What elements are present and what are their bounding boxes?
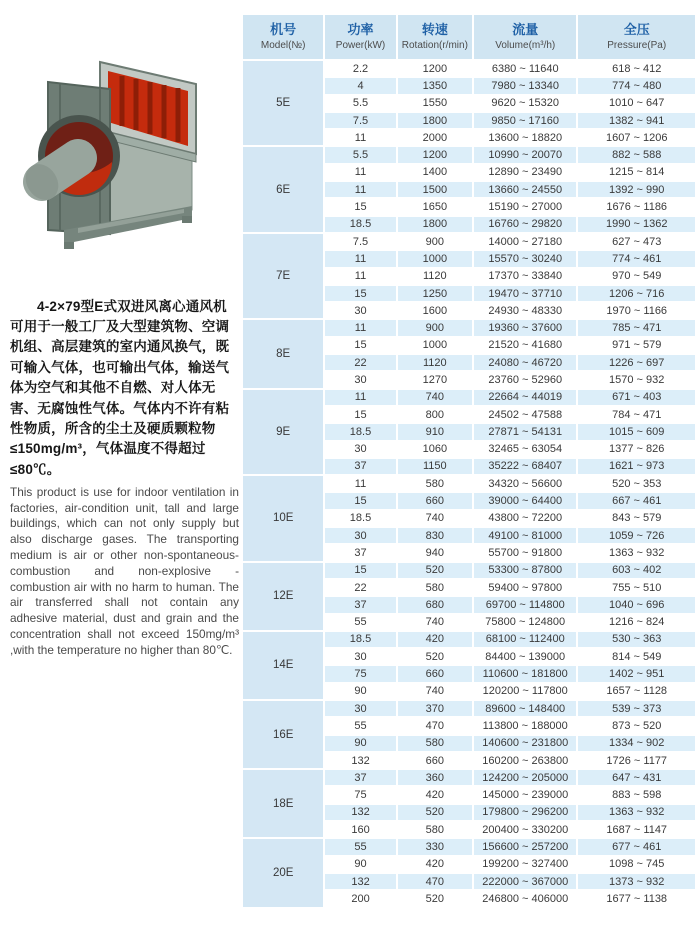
fan-photo [22, 52, 230, 274]
data-cell: 1060 [398, 442, 472, 457]
data-cell: 90 [325, 857, 395, 872]
data-cell: 124200 ~ 205000 [474, 770, 576, 785]
data-cell: 873 ~ 520 [578, 718, 695, 733]
data-cell: 22 [325, 580, 395, 595]
data-cell: 677 ~ 461 [578, 839, 695, 854]
data-cell: 680 [398, 597, 472, 612]
table-row [243, 320, 695, 335]
data-cell: 15 [325, 338, 395, 353]
data-cell: 69700 ~ 114800 [474, 597, 576, 612]
data-cell: 12890 ~ 23490 [474, 165, 576, 180]
data-cell: 580 [398, 736, 472, 751]
data-cell: 32465 ~ 63054 [474, 442, 576, 457]
data-cell: 667 ~ 461 [578, 493, 695, 508]
data-cell: 55700 ~ 91800 [474, 545, 576, 560]
data-cell: 1990 ~ 1362 [578, 217, 695, 232]
data-cell: 24930 ~ 48330 [474, 303, 576, 318]
data-cell: 55 [325, 718, 395, 733]
data-cell: 39000 ~ 64400 [474, 493, 576, 508]
data-cell: 16760 ~ 29820 [474, 217, 576, 232]
data-cell: 27871 ~ 54131 [474, 424, 576, 439]
data-cell: 200 [325, 891, 395, 906]
data-cell: 1200 [398, 61, 472, 76]
data-cell: 75800 ~ 124800 [474, 615, 576, 630]
data-cell: 1382 ~ 941 [578, 113, 695, 128]
data-cell: 13660 ~ 24550 [474, 182, 576, 197]
data-cell: 89600 ~ 148400 [474, 701, 576, 716]
data-cell: 1200 [398, 147, 472, 162]
data-cell: 740 [398, 511, 472, 526]
data-cell: 470 [398, 874, 472, 889]
data-cell: 21520 ~ 41680 [474, 338, 576, 353]
data-cell: 43800 ~ 72200 [474, 511, 576, 526]
data-cell: 14000 ~ 27180 [474, 234, 576, 249]
model-cell: 6E [243, 147, 323, 231]
model-cell: 18E [243, 770, 323, 837]
data-cell: 2.2 [325, 61, 395, 76]
model-cell: 14E [243, 632, 323, 699]
data-cell: 774 ~ 480 [578, 78, 695, 93]
data-cell: 23760 ~ 52960 [474, 372, 576, 387]
data-cell: 22664 ~ 44019 [474, 390, 576, 405]
data-cell: 6380 ~ 11640 [474, 61, 576, 76]
data-cell: 37 [325, 459, 395, 474]
data-cell: 90 [325, 684, 395, 699]
data-cell: 1334 ~ 902 [578, 736, 695, 751]
data-cell: 1800 [398, 113, 472, 128]
data-cell: 1800 [398, 217, 472, 232]
data-cell: 420 [398, 857, 472, 872]
data-cell: 1650 [398, 199, 472, 214]
data-cell: 580 [398, 822, 472, 837]
data-cell: 1098 ~ 745 [578, 857, 695, 872]
data-cell: 30 [325, 701, 395, 716]
data-cell: 420 [398, 787, 472, 802]
col-header: 功率 Power(kW) [325, 15, 395, 59]
data-cell: 11 [325, 320, 395, 335]
data-cell: 843 ~ 579 [578, 511, 695, 526]
model-cell: 7E [243, 234, 323, 318]
table-row [243, 632, 695, 647]
data-cell: 15 [325, 286, 395, 301]
data-cell: 10990 ~ 20070 [474, 147, 576, 162]
data-cell: 1970 ~ 1166 [578, 303, 695, 318]
data-cell: 37 [325, 597, 395, 612]
fan-illustration [22, 52, 230, 274]
data-cell: 15190 ~ 27000 [474, 199, 576, 214]
data-cell: 1676 ~ 1186 [578, 199, 695, 214]
data-cell: 1000 [398, 251, 472, 266]
intro-paragraph-en: This product is use for indoor ventilation in factories, air-condition unit, tall and large buildings, which can not only supply but also discharge gases. The transporting medium is air or other non-spontaneous-combustion and non-explosive - combustion air with no harm to human. The air transferred shall not contain any adhesive material, dust and grain and the concentration shall not exceed 150mg/m³ ,with the temperature no higher than 80℃. [10, 484, 239, 657]
data-cell: 1270 [398, 372, 472, 387]
data-cell: 1570 ~ 932 [578, 372, 695, 387]
data-cell: 1015 ~ 609 [578, 424, 695, 439]
data-cell: 24080 ~ 46720 [474, 355, 576, 370]
data-cell: 7.5 [325, 234, 395, 249]
model-cell: 9E [243, 390, 323, 474]
data-cell: 11 [325, 269, 395, 284]
data-cell: 18.5 [325, 632, 395, 647]
data-cell: 520 [398, 563, 472, 578]
data-cell: 940 [398, 545, 472, 560]
data-cell: 1215 ~ 814 [578, 165, 695, 180]
data-cell: 156600 ~ 257200 [474, 839, 576, 854]
data-cell: 55 [325, 839, 395, 854]
data-cell: 800 [398, 407, 472, 422]
table-row [243, 147, 695, 162]
data-cell: 618 ~ 412 [578, 61, 695, 76]
data-cell: 19360 ~ 37600 [474, 320, 576, 335]
data-cell: 59400 ~ 97800 [474, 580, 576, 595]
data-cell: 755 ~ 510 [578, 580, 695, 595]
data-cell: 1621 ~ 973 [578, 459, 695, 474]
data-cell: 145000 ~ 239000 [474, 787, 576, 802]
data-cell: 1250 [398, 286, 472, 301]
data-cell: 971 ~ 579 [578, 338, 695, 353]
data-cell: 910 [398, 424, 472, 439]
data-cell: 120200 ~ 117800 [474, 684, 576, 699]
data-cell: 160200 ~ 263800 [474, 753, 576, 768]
data-cell: 520 [398, 891, 472, 906]
col-header: 流量 Volume(m³/h) [474, 15, 576, 59]
spec-table-header-row [243, 15, 695, 59]
data-cell: 9620 ~ 15320 [474, 96, 576, 111]
data-cell: 1677 ~ 1138 [578, 891, 695, 906]
data-cell: 883 ~ 598 [578, 787, 695, 802]
col-header: 机号 Model(№) [243, 15, 323, 59]
data-cell: 15 [325, 493, 395, 508]
model-cell: 12E [243, 563, 323, 630]
data-cell: 1400 [398, 165, 472, 180]
data-cell: 68100 ~ 112400 [474, 632, 576, 647]
data-cell: 5.5 [325, 96, 395, 111]
data-cell: 11 [325, 251, 395, 266]
table-row [243, 61, 695, 76]
data-cell: 1726 ~ 1177 [578, 753, 695, 768]
data-cell: 9850 ~ 17160 [474, 113, 576, 128]
data-cell: 360 [398, 770, 472, 785]
data-cell: 200400 ~ 330200 [474, 822, 576, 837]
table-row [243, 770, 695, 785]
data-cell: 2000 [398, 130, 472, 145]
data-cell: 49100 ~ 81000 [474, 528, 576, 543]
data-cell: 199200 ~ 327400 [474, 857, 576, 872]
data-cell: 113800 ~ 188000 [474, 718, 576, 733]
data-cell: 1600 [398, 303, 472, 318]
data-cell: 222000 ~ 367000 [474, 874, 576, 889]
data-cell: 830 [398, 528, 472, 543]
data-cell: 660 [398, 493, 472, 508]
data-cell: 520 [398, 649, 472, 664]
data-cell: 814 ~ 549 [578, 649, 695, 664]
data-cell: 37 [325, 770, 395, 785]
data-cell: 179800 ~ 296200 [474, 805, 576, 820]
data-cell: 580 [398, 580, 472, 595]
data-cell: 30 [325, 442, 395, 457]
data-cell: 1363 ~ 932 [578, 805, 695, 820]
col-header: 转速 Rotation(r/min) [398, 15, 472, 59]
data-cell: 370 [398, 701, 472, 716]
data-cell: 17370 ~ 33840 [474, 269, 576, 284]
data-cell: 774 ~ 461 [578, 251, 695, 266]
data-cell: 246800 ~ 406000 [474, 891, 576, 906]
data-cell: 1059 ~ 726 [578, 528, 695, 543]
data-cell: 55 [325, 615, 395, 630]
data-cell: 520 [398, 805, 472, 820]
data-cell: 740 [398, 615, 472, 630]
data-cell: 13600 ~ 18820 [474, 130, 576, 145]
data-cell: 90 [325, 736, 395, 751]
data-cell: 35222 ~ 68407 [474, 459, 576, 474]
data-cell: 30 [325, 372, 395, 387]
data-cell: 1150 [398, 459, 472, 474]
data-cell: 603 ~ 402 [578, 563, 695, 578]
data-cell: 30 [325, 303, 395, 318]
data-cell: 132 [325, 874, 395, 889]
table-row [243, 839, 695, 854]
data-cell: 140600 ~ 231800 [474, 736, 576, 751]
data-cell: 1363 ~ 932 [578, 545, 695, 560]
data-cell: 1206 ~ 716 [578, 286, 695, 301]
data-cell: 1120 [398, 269, 472, 284]
data-cell: 15 [325, 407, 395, 422]
table-row [243, 390, 695, 405]
spec-table-body [243, 61, 695, 907]
data-cell: 15570 ~ 30240 [474, 251, 576, 266]
data-cell: 37 [325, 545, 395, 560]
data-cell: 647 ~ 431 [578, 770, 695, 785]
data-cell: 30 [325, 528, 395, 543]
data-cell: 110600 ~ 181800 [474, 666, 576, 681]
data-cell: 4 [325, 78, 395, 93]
spec-table [241, 13, 697, 909]
data-cell: 132 [325, 805, 395, 820]
data-cell: 84400 ~ 139000 [474, 649, 576, 664]
table-row [243, 476, 695, 491]
data-cell: 1373 ~ 932 [578, 874, 695, 889]
table-row [243, 701, 695, 716]
table-row [243, 563, 695, 578]
data-cell: 15 [325, 199, 395, 214]
data-cell: 900 [398, 234, 472, 249]
data-cell: 7980 ~ 13340 [474, 78, 576, 93]
data-cell: 1392 ~ 990 [578, 182, 695, 197]
data-cell: 1000 [398, 338, 472, 353]
data-cell: 11 [325, 165, 395, 180]
data-cell: 18.5 [325, 424, 395, 439]
data-cell: 11 [325, 182, 395, 197]
data-cell: 627 ~ 473 [578, 234, 695, 249]
data-cell: 18.5 [325, 217, 395, 232]
data-cell: 785 ~ 471 [578, 320, 695, 335]
data-cell: 784 ~ 471 [578, 407, 695, 422]
intro-paragraph-zh: 4-2×79型E式双进风离心通风机可用于一般工厂及大型建筑物、空调机组、高层建筑的室内通风换气，既可输入气体，也可输出气体，输送气体为空气和其他不自燃、对人体无害、无腐蚀性气体。气体内不许有粘性物质，所含的尘土及硬质颗粒物≤150mg/m³，气体温度不得超过≤80℃。 [10, 298, 230, 477]
model-cell: 20E [243, 839, 323, 906]
data-cell: 19470 ~ 37710 [474, 286, 576, 301]
data-cell: 671 ~ 403 [578, 390, 695, 405]
model-cell: 5E [243, 61, 323, 145]
data-cell: 970 ~ 549 [578, 269, 695, 284]
data-cell: 520 ~ 353 [578, 476, 695, 491]
data-cell: 1120 [398, 355, 472, 370]
data-cell: 580 [398, 476, 472, 491]
data-cell: 11 [325, 390, 395, 405]
data-cell: 740 [398, 390, 472, 405]
data-cell: 1350 [398, 78, 472, 93]
model-cell: 8E [243, 320, 323, 387]
data-cell: 22 [325, 355, 395, 370]
data-cell: 740 [398, 684, 472, 699]
data-cell: 132 [325, 753, 395, 768]
data-cell: 75 [325, 666, 395, 681]
data-cell: 34320 ~ 56600 [474, 476, 576, 491]
data-cell: 330 [398, 839, 472, 854]
data-cell: 11 [325, 476, 395, 491]
data-cell: 530 ~ 363 [578, 632, 695, 647]
data-cell: 900 [398, 320, 472, 335]
data-cell: 1226 ~ 697 [578, 355, 695, 370]
data-cell: 7.5 [325, 113, 395, 128]
data-cell: 1657 ~ 1128 [578, 684, 695, 699]
data-cell: 1377 ~ 826 [578, 442, 695, 457]
data-cell: 660 [398, 666, 472, 681]
data-cell: 24502 ~ 47588 [474, 407, 576, 422]
data-cell: 1216 ~ 824 [578, 615, 695, 630]
data-cell: 5.5 [325, 147, 395, 162]
table-row [243, 234, 695, 249]
data-cell: 1010 ~ 647 [578, 96, 695, 111]
data-cell: 1607 ~ 1206 [578, 130, 695, 145]
data-cell: 1500 [398, 182, 472, 197]
data-cell: 470 [398, 718, 472, 733]
data-cell: 660 [398, 753, 472, 768]
data-cell: 11 [325, 130, 395, 145]
data-cell: 18.5 [325, 511, 395, 526]
data-cell: 1402 ~ 951 [578, 666, 695, 681]
data-cell: 539 ~ 373 [578, 701, 695, 716]
data-cell: 30 [325, 649, 395, 664]
data-cell: 420 [398, 632, 472, 647]
data-cell: 882 ~ 588 [578, 147, 695, 162]
data-cell: 160 [325, 822, 395, 837]
data-cell: 75 [325, 787, 395, 802]
data-cell: 1550 [398, 96, 472, 111]
data-cell: 1687 ~ 1147 [578, 822, 695, 837]
model-cell: 10E [243, 476, 323, 560]
col-header: 全压 Pressure(Pa) [578, 15, 695, 59]
data-cell: 53300 ~ 87800 [474, 563, 576, 578]
data-cell: 1040 ~ 696 [578, 597, 695, 612]
model-cell: 16E [243, 701, 323, 768]
data-cell: 15 [325, 563, 395, 578]
